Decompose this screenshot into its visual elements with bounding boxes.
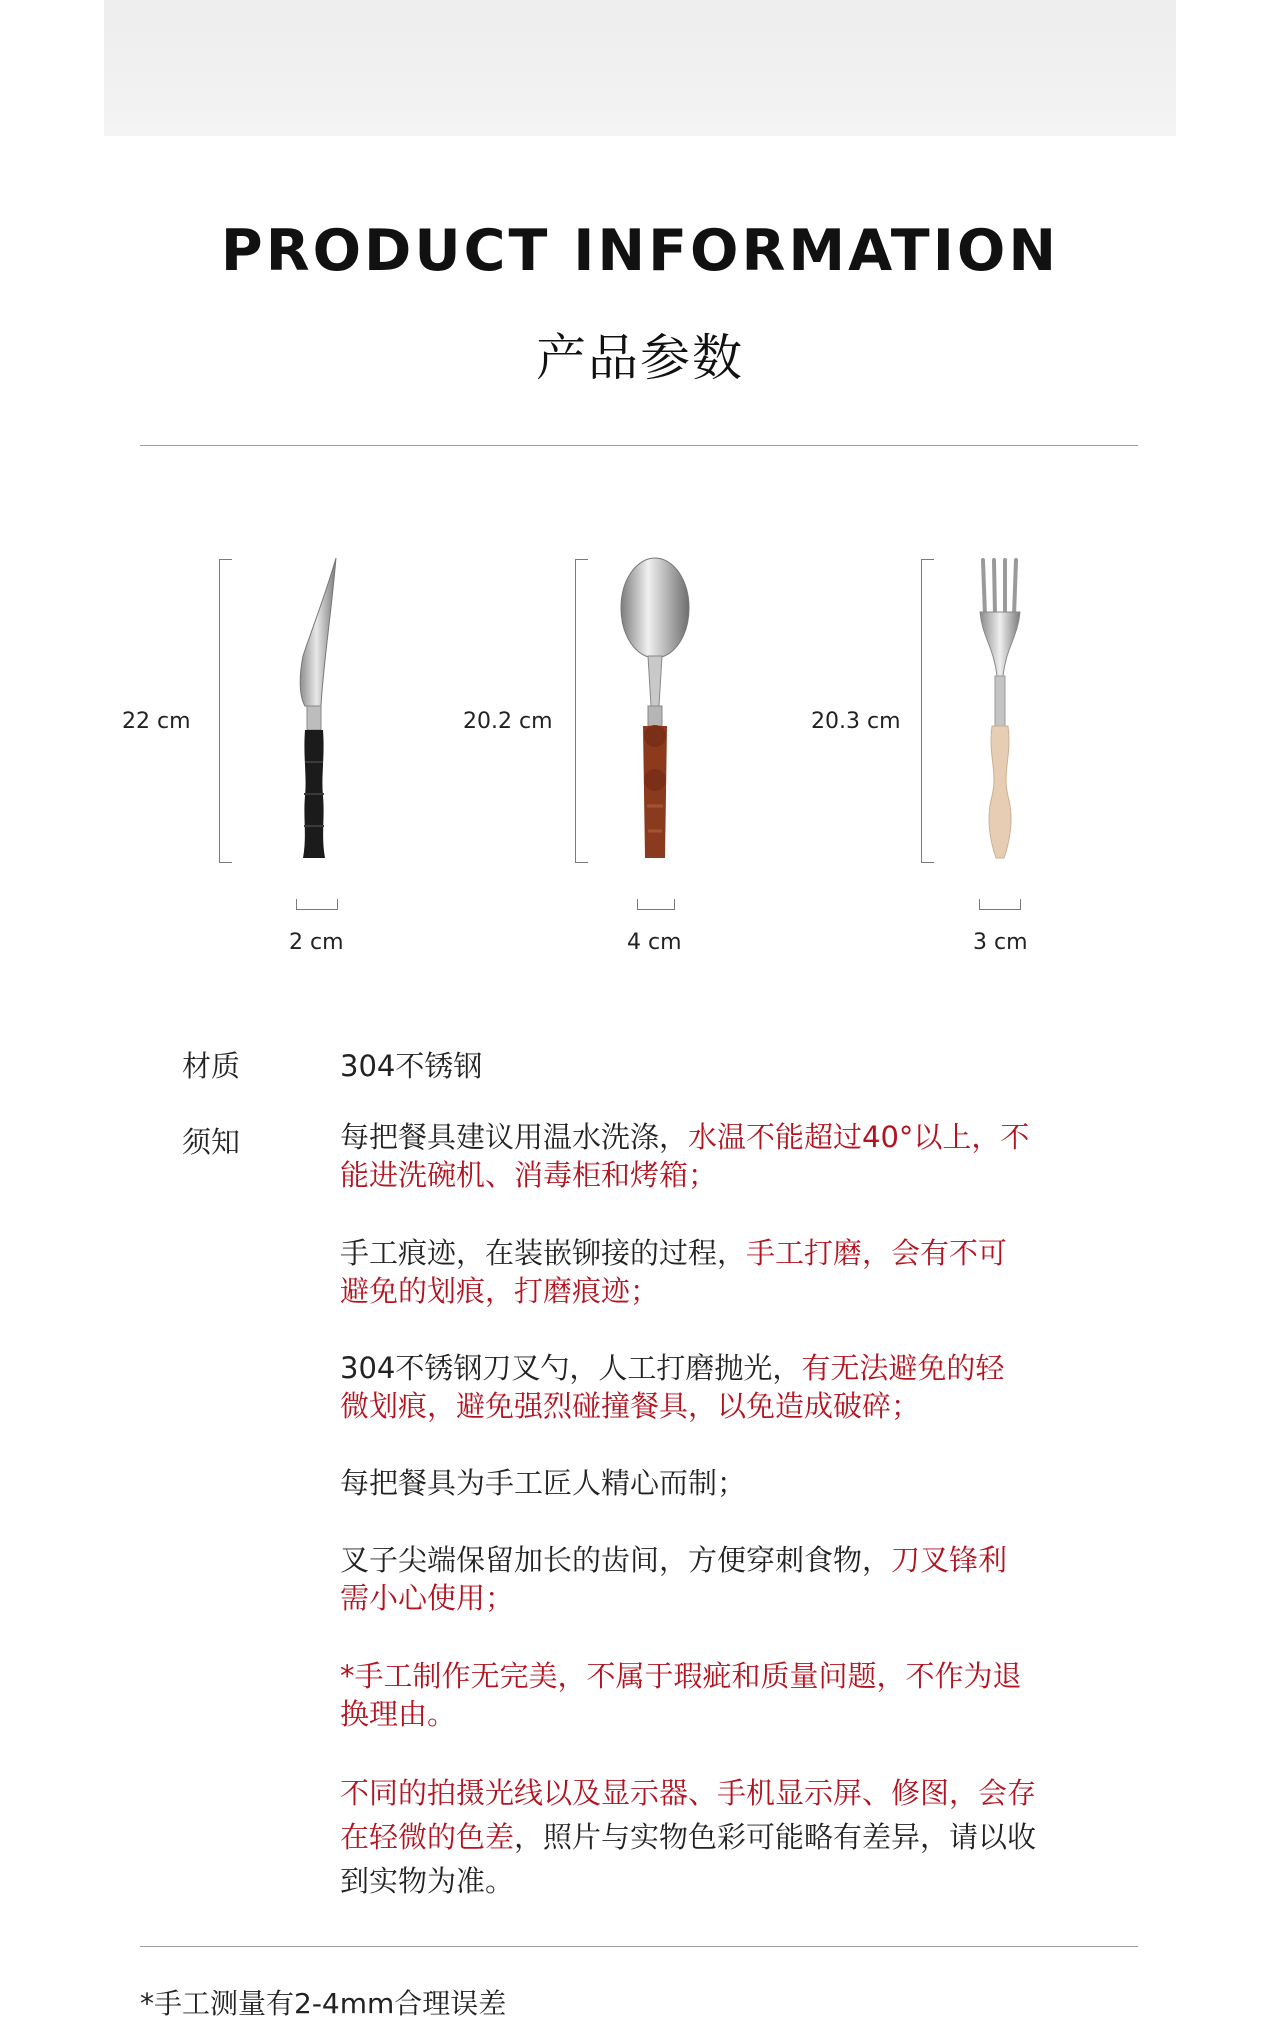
knife-height-bracket [219,559,232,863]
spoon-height-bracket [575,559,588,863]
note-7-text: ，照片与实物色彩可能略有差异，请以收 [514,1820,1037,1854]
knife-width-label: 2 cm [289,930,344,955]
top-product-photo [104,0,1176,136]
material-label: 材质 [182,1049,241,1083]
note-2-text: 手工痕迹，在装嵌铆接的过程， [340,1236,747,1270]
notice-label: 须知 [182,1125,241,1159]
page-title-cn: 产品参数 [536,329,744,387]
note-5 [340,1541,1115,1617]
fork-height-label: 20.3 cm [811,709,901,734]
material-value: 304不锈钢 [340,1049,483,1083]
fork-height-bracket [921,559,934,863]
note-3 [340,1349,1115,1425]
note-2-warning: 手工打磨，会有不可 [746,1236,1008,1270]
note-7-warning-cont: 在轻微的色差 [340,1820,515,1854]
page-title-en: PRODUCT INFORMATION [220,218,1060,284]
note-2 [340,1234,1115,1310]
note-5-warning: 刀叉锋利 [891,1543,1008,1577]
note-6 [340,1657,1115,1733]
note-3-text: 304不锈钢刀叉勺，人工打磨抛光， [340,1351,802,1385]
note-4-text: 每把餐具为手工匠人精心而制； [340,1466,747,1500]
note-7 [340,1771,1115,1903]
fork-width-label: 3 cm [973,930,1028,955]
fork-width-bracket [979,899,1021,910]
spoon-image [615,556,695,866]
note-6-text-cont: 换理由。 [340,1697,457,1731]
knife-width-bracket [296,899,338,910]
note-2-warning-cont: 避免的划痕，打磨痕迹； [340,1274,660,1308]
knife-image [285,556,345,866]
note-1-text: 每把餐具建议用温水洗涤， [340,1120,689,1154]
note-6-text: *手工制作无完美，不属于瑕疵和质量问题，不作为退 [340,1659,1022,1693]
note-3-warning-cont: 微划痕，避免强烈碰撞餐具，以免造成破碎； [340,1389,921,1423]
note-5-warning-cont: 需小心使用； [340,1581,515,1615]
measurement-footnote: *手工测量有2-4mm合理误差 [140,1987,507,2020]
note-7-text-cont: 到实物为准。 [340,1864,515,1898]
spoon-width-label: 4 cm [627,930,682,955]
knife-height-label: 22 cm [122,709,191,734]
divider-bottom [140,1946,1138,1947]
note-5-text: 叉子尖端保留加长的齿间，方便穿刺食物， [340,1543,892,1577]
spoon-height-label: 20.2 cm [463,709,553,734]
fork-image [970,556,1030,866]
note-7-warning: 不同的拍摄光线以及显示器、手机显示屏、修图，会存 [340,1776,1037,1810]
note-1-warning: 水温不能超过40°以上，不 [688,1120,1030,1154]
note-1 [340,1118,1115,1194]
divider-top [140,445,1138,446]
spoon-width-bracket [637,899,675,910]
note-3-warning: 有无法避免的轻 [801,1351,1005,1385]
note-4 [340,1464,1115,1502]
note-1-warning-cont: 能进洗碗机、消毒柜和烤箱； [340,1158,718,1192]
